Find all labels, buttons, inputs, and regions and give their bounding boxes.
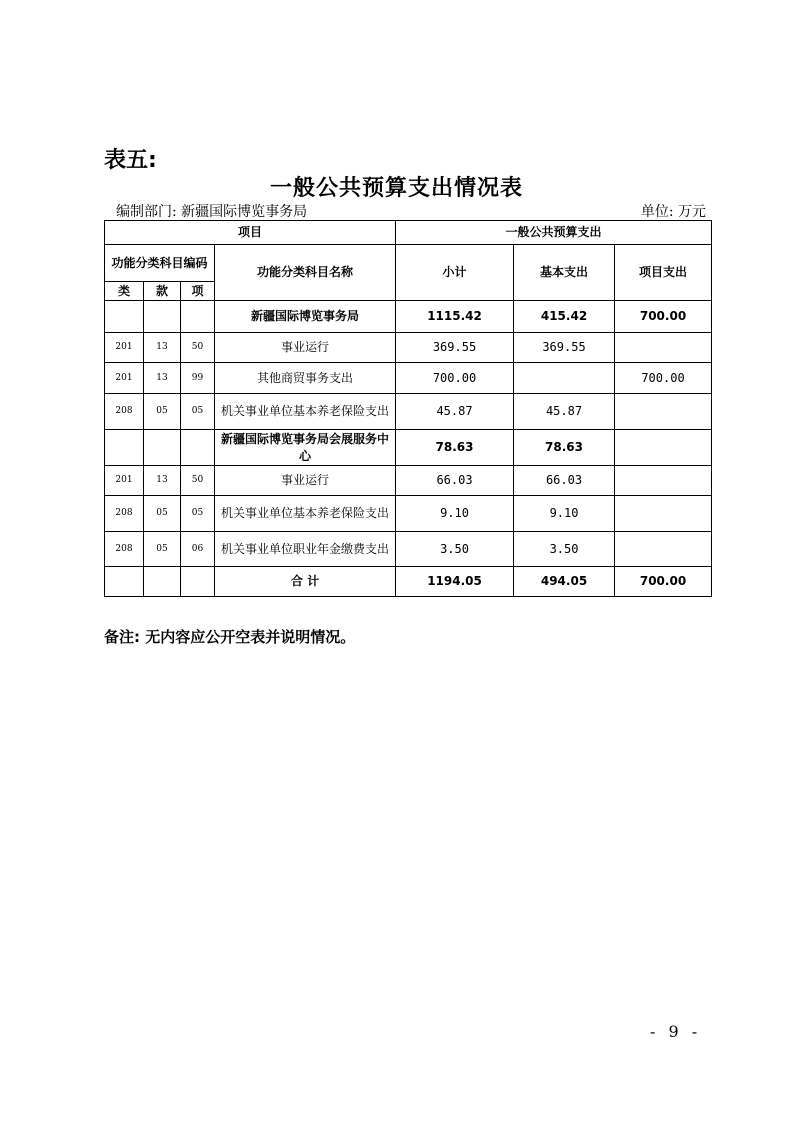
cell-name: 机关事业单位基本养老保险支出 — [215, 496, 396, 532]
table-row — [105, 394, 712, 430]
cell-basic — [514, 363, 615, 394]
cell-kuan — [144, 430, 181, 466]
cell-subtotal: 3.50 — [396, 532, 514, 567]
cell-lei — [105, 567, 144, 597]
cell-name: 事业运行 — [215, 466, 396, 496]
cell-lei: 201 — [105, 333, 144, 363]
cell-kuan: 05 — [144, 496, 181, 532]
table-row — [105, 532, 712, 567]
header-row-2 — [105, 245, 712, 282]
cell-name: 新疆国际博览事务局 — [215, 301, 396, 333]
cell-project — [615, 466, 712, 496]
cell-basic: 369.55 — [514, 333, 615, 363]
cell-project — [615, 430, 712, 466]
header-project-expense: 项目支出 — [615, 245, 712, 301]
table-row — [105, 496, 712, 532]
total-row — [105, 567, 712, 597]
cell-basic: 415.42 — [514, 301, 615, 333]
cell-basic: 78.63 — [514, 430, 615, 466]
header-project: 项目 — [105, 221, 396, 245]
cell-lei: 201 — [105, 363, 144, 394]
header-subtotal: 小计 — [396, 245, 514, 301]
header-func-name: 功能分类科目名称 — [215, 245, 396, 301]
header-lei: 类 — [105, 282, 144, 301]
compiler-text: 编制部门: 新疆国际博览事务局 — [116, 204, 308, 220]
budget-table — [104, 220, 712, 597]
total-basic: 494.05 — [514, 567, 615, 597]
cell-kuan: 13 — [144, 363, 181, 394]
cell-xiang — [181, 301, 215, 333]
cell-kuan: 13 — [144, 466, 181, 496]
table-row — [105, 363, 712, 394]
cell-xiang — [181, 567, 215, 597]
cell-basic: 3.50 — [514, 532, 615, 567]
cell-name: 机关事业单位基本养老保险支出 — [215, 394, 396, 430]
table-row — [105, 430, 712, 466]
cell-kuan: 13 — [144, 333, 181, 363]
cell-project — [615, 333, 712, 363]
cell-kuan — [144, 567, 181, 597]
cell-name: 新疆国际博览事务局会展服务中心 — [215, 430, 396, 466]
page-number: - 9 - — [650, 1022, 702, 1041]
cell-subtotal: 369.55 — [396, 333, 514, 363]
cell-project — [615, 532, 712, 567]
cell-project: 700.00 — [615, 363, 712, 394]
cell-xiang: 50 — [181, 333, 215, 363]
table-row — [105, 333, 712, 363]
header-kuan: 款 — [144, 282, 181, 301]
meta-row — [116, 201, 706, 221]
cell-basic: 66.03 — [514, 466, 615, 496]
page-title: 一般公共预算支出情况表 — [269, 176, 523, 201]
total-subtotal: 1194.05 — [396, 567, 514, 597]
cell-lei: 208 — [105, 496, 144, 532]
cell-subtotal: 1115.42 — [396, 301, 514, 333]
unit-text: 单位: 万元 — [640, 204, 706, 220]
table-row — [105, 301, 712, 333]
cell-subtotal: 9.10 — [396, 496, 514, 532]
cell-subtotal: 45.87 — [396, 394, 514, 430]
cell-subtotal: 700.00 — [396, 363, 514, 394]
cell-project — [615, 496, 712, 532]
header-general-budget: 一般公共预算支出 — [396, 221, 712, 245]
cell-name: 机关事业单位职业年金缴费支出 — [215, 532, 396, 567]
cell-project: 700.00 — [615, 301, 712, 333]
header-func-code: 功能分类科目编码 — [105, 245, 215, 282]
cell-xiang: 05 — [181, 394, 215, 430]
header-xiang: 项 — [181, 282, 215, 301]
cell-xiang: 05 — [181, 496, 215, 532]
cell-lei: 208 — [105, 394, 144, 430]
cell-kuan: 05 — [144, 532, 181, 567]
header-basic-expense: 基本支出 — [514, 245, 615, 301]
cell-basic: 45.87 — [514, 394, 615, 430]
cell-xiang: 99 — [181, 363, 215, 394]
cell-lei — [105, 301, 144, 333]
cell-kuan — [144, 301, 181, 333]
cell-lei — [105, 430, 144, 466]
cell-xiang — [181, 430, 215, 466]
cell-xiang: 50 — [181, 466, 215, 496]
total-project: 700.00 — [615, 567, 712, 597]
table-label: 表五: — [104, 148, 157, 173]
cell-name: 事业运行 — [215, 333, 396, 363]
note-text: 备注: 无内容应公开空表并说明情况。 — [104, 628, 356, 646]
header-row-1 — [105, 221, 712, 245]
table-row — [105, 466, 712, 496]
cell-kuan: 05 — [144, 394, 181, 430]
cell-subtotal: 78.63 — [396, 430, 514, 466]
total-label: 合 计 — [215, 567, 396, 597]
cell-name: 其他商贸事务支出 — [215, 363, 396, 394]
cell-project — [615, 394, 712, 430]
cell-basic: 9.10 — [514, 496, 615, 532]
cell-lei: 201 — [105, 466, 144, 496]
cell-subtotal: 66.03 — [396, 466, 514, 496]
cell-lei: 208 — [105, 532, 144, 567]
cell-xiang: 06 — [181, 532, 215, 567]
